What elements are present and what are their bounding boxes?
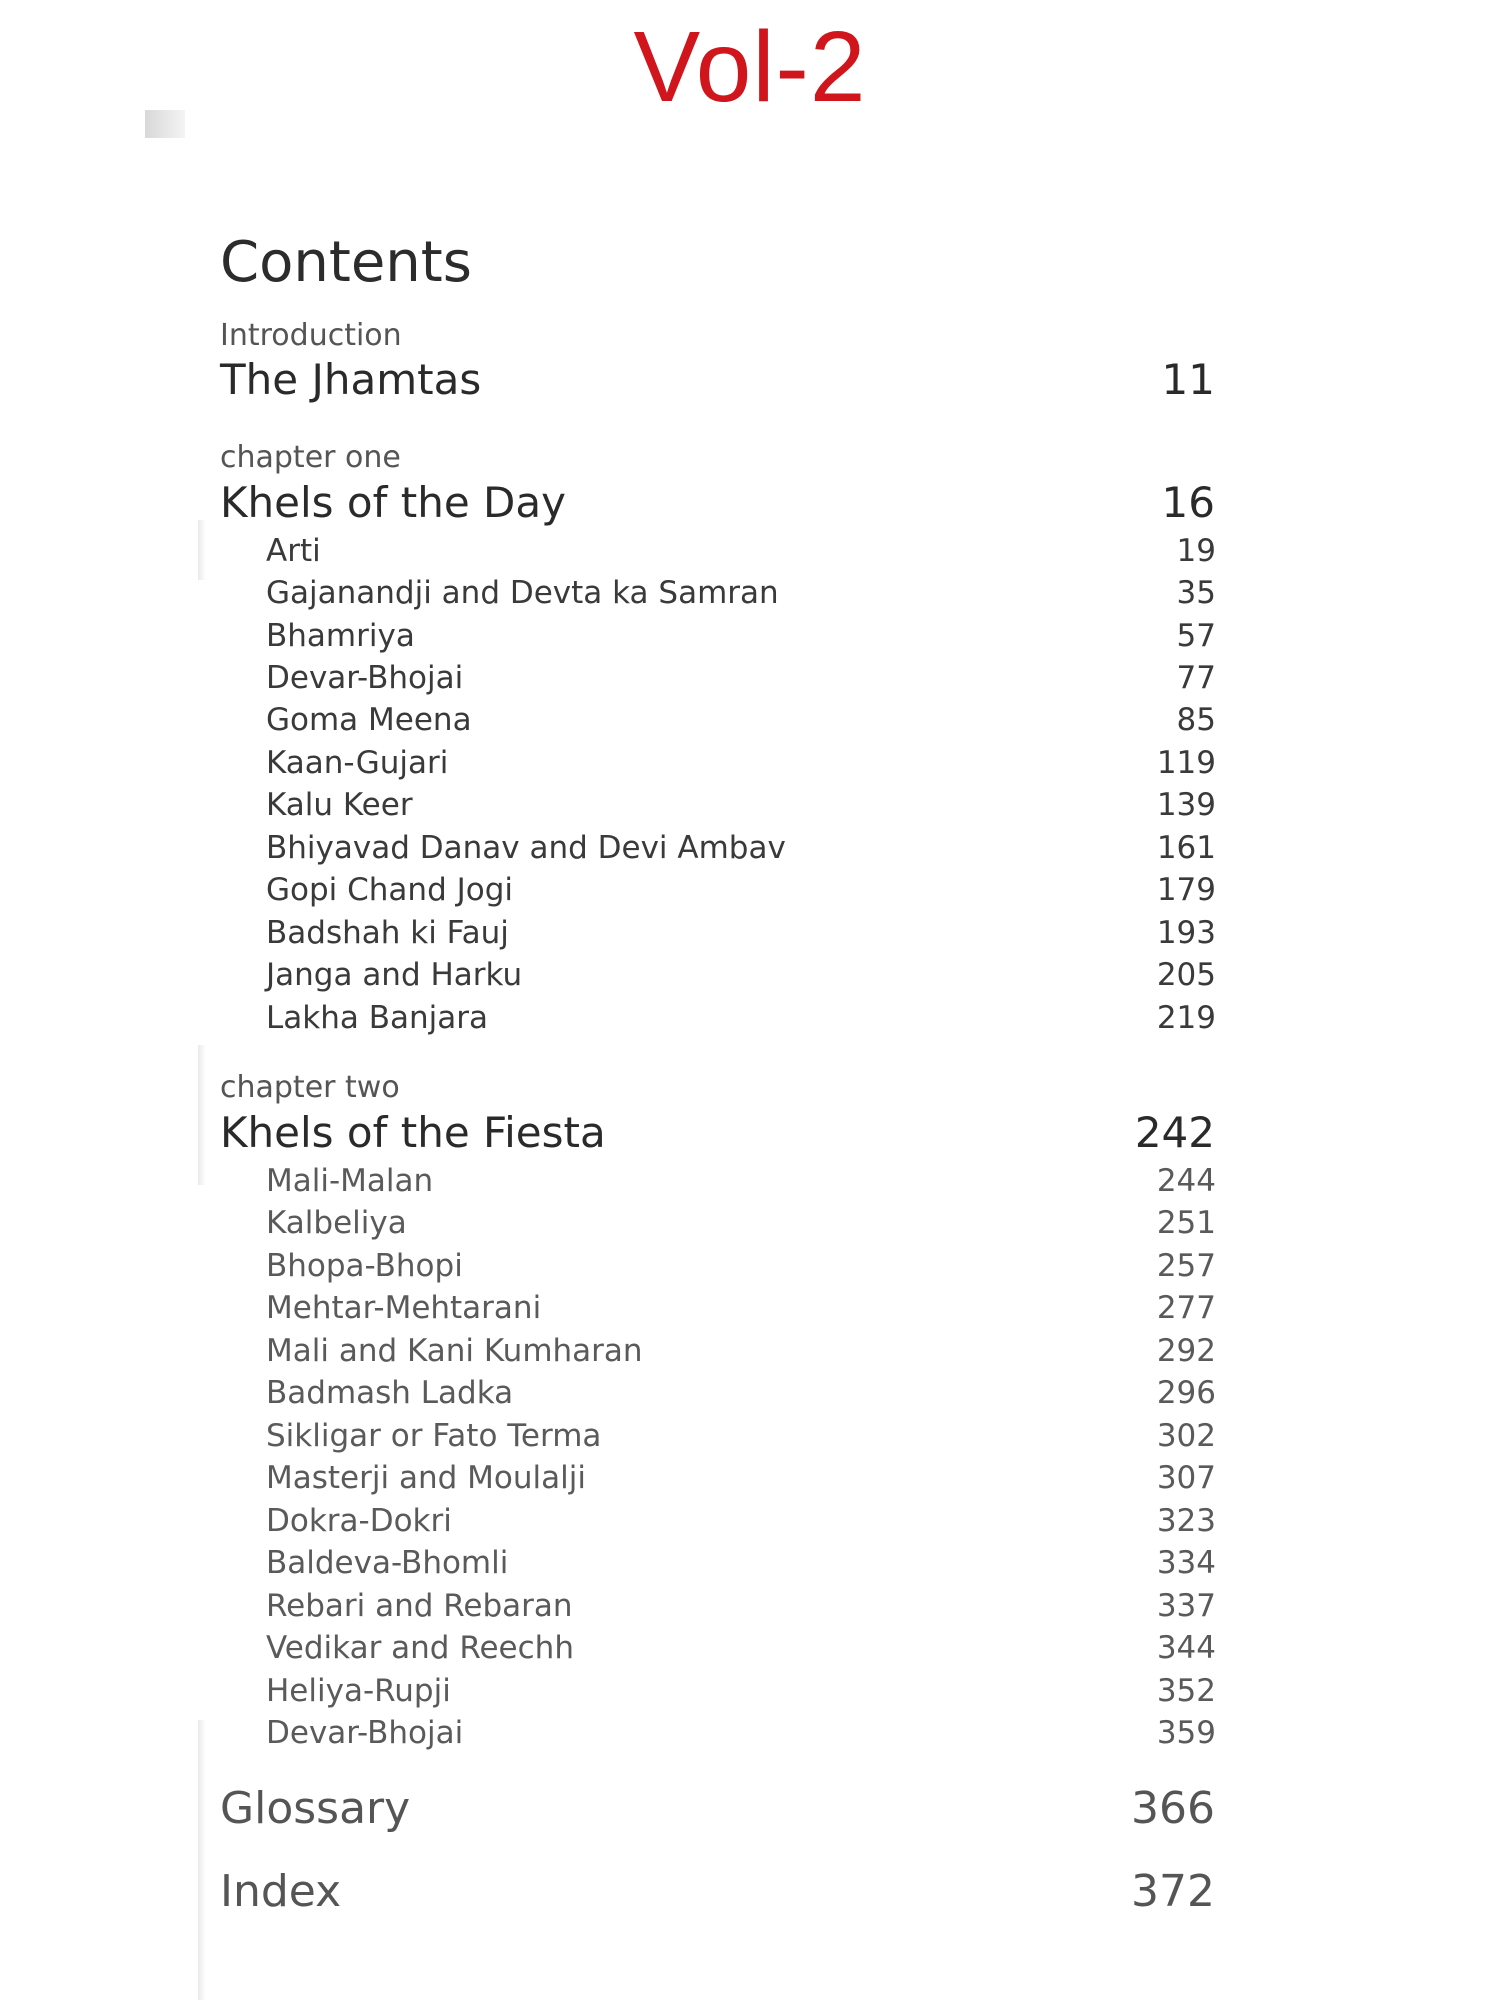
page-edge-shade (198, 520, 206, 580)
toc-subentry-page: 251 (1156, 1205, 1216, 1241)
toc-subentry-page: 344 (1156, 1630, 1216, 1666)
chapter-one-kicker: chapter one (220, 440, 401, 475)
toc-subentry[interactable] (266, 573, 1216, 613)
toc-subentry[interactable] (266, 1671, 1216, 1711)
toc-subentry-page: 85 (1176, 702, 1216, 738)
toc-subentry-page: 334 (1156, 1545, 1216, 1581)
toc-subentry-title: Heliya-Rupji (266, 1673, 451, 1709)
toc-subentry-title: Janga and Harku (266, 957, 523, 993)
toc-subentry-page: 277 (1156, 1290, 1216, 1326)
toc-subentry-page: 193 (1156, 915, 1216, 951)
toc-subentry-title: Kalbeliya (266, 1205, 407, 1241)
toc-subentry-page: 161 (1156, 830, 1216, 866)
toc-subentry-page: 296 (1156, 1375, 1216, 1411)
toc-subentry[interactable] (266, 1586, 1216, 1626)
toc-subentry-title: Gajanandji and Devta ka Samran (266, 575, 779, 611)
toc-subentry[interactable] (266, 1416, 1216, 1456)
toc-subentry-title: Gopi Chand Jogi (266, 872, 514, 908)
toc-subentry[interactable] (266, 913, 1216, 953)
toc-subentry[interactable] (266, 785, 1216, 825)
toc-subentry[interactable] (266, 955, 1216, 995)
toc-subentry-page: 119 (1156, 745, 1216, 781)
volume-label: Vol-2 (633, 11, 867, 123)
toc-subentry[interactable] (266, 1288, 1216, 1328)
toc-subentry-title: Lakha Banjara (266, 1000, 488, 1036)
toc-subentry-title: Sikligar or Fato Terma (266, 1418, 602, 1454)
toc-entry-glossary[interactable] (220, 1782, 1215, 1836)
toc-subentry-page: 77 (1176, 660, 1216, 696)
toc-subentry-page: 219 (1156, 1000, 1216, 1036)
toc-subentry[interactable] (266, 828, 1216, 868)
toc-subentry-page: 359 (1156, 1715, 1216, 1751)
toc-subentry-title: Vedikar and Reechh (266, 1630, 574, 1666)
toc-subentry-page: 19 (1176, 533, 1216, 569)
toc-subentry[interactable] (266, 1713, 1216, 1753)
toc-subentry[interactable] (266, 998, 1216, 1038)
toc-subentry-page: 337 (1156, 1588, 1216, 1624)
toc-subentry-title: Kaan-Gujari (266, 745, 449, 781)
toc-subentry[interactable] (266, 616, 1216, 656)
toc-subentry-title: Mehtar-Mehtarani (266, 1290, 542, 1326)
toc-subentry[interactable] (266, 658, 1216, 698)
toc-subentry-title: Baldeva-Bhomli (266, 1545, 509, 1581)
page-edge-shade (198, 1720, 206, 2000)
toc-subentry[interactable] (266, 1458, 1216, 1498)
toc-subentry[interactable] (266, 1331, 1216, 1371)
page-corner-shade (145, 110, 185, 138)
toc-subentry-title: Masterji and Moulalji (266, 1460, 586, 1496)
toc-entry-chapter-one[interactable] (220, 478, 1215, 528)
toc-subentry-page: 179 (1156, 872, 1216, 908)
toc-subentry-page: 323 (1156, 1503, 1216, 1539)
toc-entry-title: Khels of the Day (220, 478, 566, 527)
toc-subentry-title: Mali-Malan (266, 1163, 434, 1199)
toc-subentry-title: Kalu Keer (266, 787, 413, 823)
toc-subentry[interactable] (266, 1543, 1216, 1583)
toc-subentry[interactable] (266, 1628, 1216, 1668)
toc-subentry-title: Arti (266, 533, 321, 569)
toc-subentry-title: Rebari and Rebaran (266, 1588, 573, 1624)
toc-entry-page: 11 (1161, 355, 1215, 404)
toc-subentry[interactable] (266, 870, 1216, 910)
toc-subentry-page: 205 (1156, 957, 1216, 993)
toc-entry-page: 372 (1131, 1866, 1215, 1917)
toc-entry-introduction[interactable] (220, 355, 1215, 405)
toc-subentry-title: Goma Meena (266, 702, 472, 738)
toc-subentry-title: Bhiyavad Danav and Devi Ambav (266, 830, 786, 866)
toc-entry-title: The Jhamtas (220, 355, 482, 404)
toc-subentry-page: 307 (1156, 1460, 1216, 1496)
toc-subentry[interactable] (266, 1501, 1216, 1541)
toc-subentry-title: Mali and Kani Kumharan (266, 1333, 643, 1369)
toc-subentry-title: Devar-Bhojai (266, 660, 464, 696)
toc-subentry-page: 139 (1156, 787, 1216, 823)
toc-subentry[interactable] (266, 1203, 1216, 1243)
toc-entry-page: 16 (1161, 478, 1215, 527)
toc-subentry-title: Devar-Bhojai (266, 1715, 464, 1751)
introduction-kicker: Introduction (220, 318, 402, 353)
toc-entry-index[interactable] (220, 1865, 1215, 1919)
toc-entry-chapter-two[interactable] (220, 1108, 1215, 1158)
toc-subentry-title: Badmash Ladka (266, 1375, 514, 1411)
toc-subentry-page: 352 (1156, 1673, 1216, 1709)
toc-subentry-page: 257 (1156, 1248, 1216, 1284)
toc-subentry-page: 57 (1176, 618, 1216, 654)
chapter-two-kicker: chapter two (220, 1070, 400, 1105)
page-title: Contents (220, 229, 472, 295)
toc-entry-title: Index (220, 1866, 342, 1917)
toc-subentry[interactable] (266, 1373, 1216, 1413)
toc-subentry-title: Bhopa-Bhopi (266, 1248, 463, 1284)
toc-entry-page: 366 (1131, 1783, 1215, 1834)
toc-subentry[interactable] (266, 531, 1216, 571)
toc-subentry-title: Badshah ki Fauj (266, 915, 509, 951)
toc-subentry-page: 292 (1156, 1333, 1216, 1369)
toc-subentry[interactable] (266, 1161, 1216, 1201)
toc-subentry-title: Dokra-Dokri (266, 1503, 452, 1539)
toc-entry-title: Khels of the Fiesta (220, 1108, 606, 1157)
toc-subentry[interactable] (266, 700, 1216, 740)
toc-subentry-page: 244 (1156, 1163, 1216, 1199)
toc-entry-page: 242 (1134, 1108, 1215, 1157)
toc-subentry-page: 35 (1176, 575, 1216, 611)
toc-subentry[interactable] (266, 743, 1216, 783)
toc-subentry-page: 302 (1156, 1418, 1216, 1454)
toc-entry-title: Glossary (220, 1783, 411, 1834)
toc-subentry-title: Bhamriya (266, 618, 415, 654)
page-edge-shade (198, 1045, 206, 1185)
toc-subentry[interactable] (266, 1246, 1216, 1286)
